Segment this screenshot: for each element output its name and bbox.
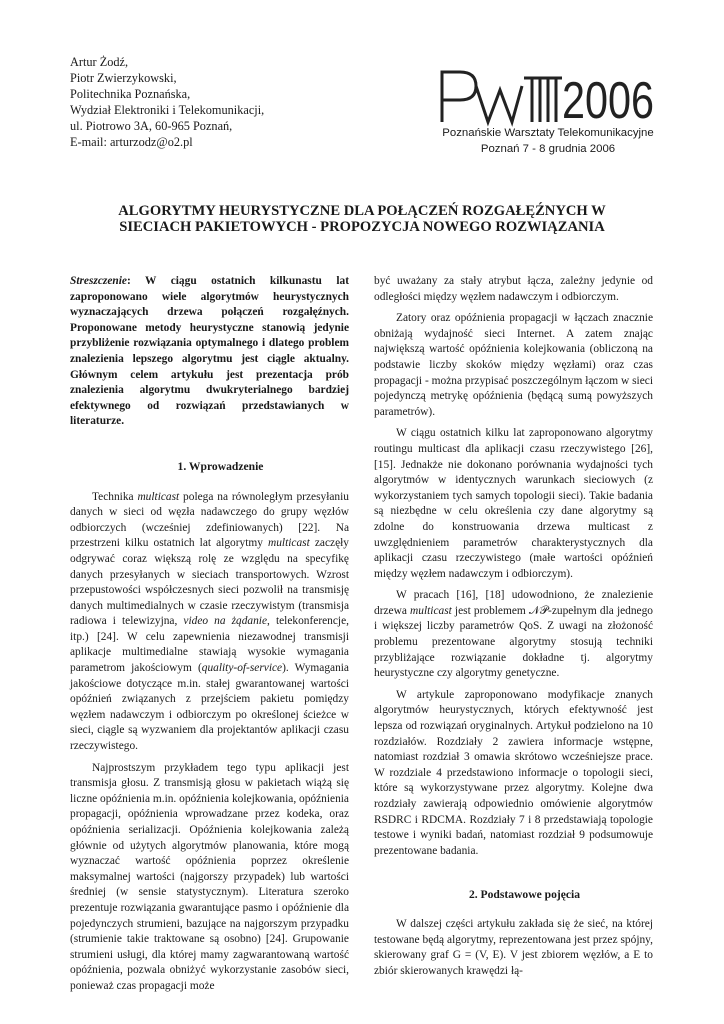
paragraph: być uważany za stały atrybut łącza, zależny jedynie od odległości między węzłem nadawczym i odbiorczym. [374,275,653,303]
author-line: Piotr Zwierzykowski, [70,71,177,85]
author-block [70,54,370,150]
section-heading-introduction: 1. Wprowadzenie [177,459,264,473]
paper-title [60,203,664,235]
conference-name: Poznańskie Warsztaty Telekomunikacyjne [442,127,654,139]
abstract-text: : W ciągu ostatnich kilkunastu lat zaproponowano wiele algorytmów heurystycznych wyznaczających drzewa połączeń rozgałęźnych. Proponowane metody heurystyczne stanowią jedynie przybliżenie rozwiązania optymalnego i dlatego problem znalezienia lepszego algorytmu jest ciągle aktualny. Głównym celem artykułu jest prezentacja prób znalezienia algorytmu dwukryterialnego bardziej efektywnego od rozwiązań przedstawianych w literaturze. [70,275,349,428]
author-line: Wydział Elektroniki i Telekomunikacji, [70,103,265,117]
author-line: Politechnika Poznańska, [70,87,191,101]
paragraph: Najprostszym przykładem tego typu aplikacji jest transmisja głosu. Z transmisją głosu w pakietach wiążą się liczne opóźnienia m.in. opóźnienia kolejkowania, opóźnienia propagacji, opóźnienia wprowadzane przez kodeka, oraz opóźnienia serializacji. Opóźnienia kolejkowania zależą głównie od użytych algorytmów planowania, które mogą wyznaczać wartość opóźnienia poprzez określenie maksymalnej wartości (najgorszy przypadek) lub wartości średniej (w sensie statystycznym). Literatura szeroko prezentuje rozwiązania gwarantujące pasmo i opóźnienie dla pojedynczych strumieni, bazujące na najgorszym przypadku (strumienie takie traktowane są osobno) [24]. Grupowanie strumieni usługi, dla której mamy zagwarantowaną wartość opóźnienia, pozwala obniżyć wykorzystanie zasobów sieci, ponieważ czas propagacji może [70,761,349,992]
abstract [70,274,349,430]
paragraph: W artykule zaproponowano modyfikacje znanych algorytmów heurystycznych, których efektywność jest lepsza od rozwiązań oryginalnych. Artykuł podzielono na 10 rozdziałów. Rozdziały 2 zawiera informacje wstępne, natomiast rozdział 3 omawia skrótowo wcześniejsze prace. W rozdziale 4 przedstawiono informacje o topologii sieci, które są wykorzystywane przez algorytmy. Kolejne dwa rozdziały zawierają odpowiednio omówienie algorytmów RSDRC i RDCMA. Rozdziały 7 i 8 przedstawiają topologie testowe i wyniki badań, natomiast rozdział 9 podsumowuje prezentowane badania. [374,688,653,857]
author-line: ul. Piotrowo 3A, 60-965 Poznań, [70,119,233,133]
paragraph: Zatory oraz opóźnienia propagacji w łączach znacznie obniżają wydajność sieci Internet. A zatem znając największą wartość opóźnienia kolejkowania (obliczoną na podstawie liczby skoków między węzłami) oraz czas propagacji - można przypisać poszczególnym łączom w sieci pojedynczą metrykę opóźnienia (będącą sumą powyższych parametrów). [374,312,653,418]
paragraph: Technika multicast polega na równoległym przesyłaniu danych w sieci od węzła nadawczego do grupy węzłów odbiorczych (wcześniej zdefiniowanych) [22]. Na przestrzeni kilku ostatnich lat algorytmy multicast zaczęły odgrywać coraz większą rolę ze względu na specyfikę danych przesyłanych w sieciach transportowych. Wzrost przepustowości współczesnych sieci pozwolił na transmisję danych multimedialnych w czasie rzeczywistym (transmisja radiowa i telewizyjna, video na żądanie, telekonferencje, itp.) [24]. W celu zapewnienia niezawodnej transmisji aplikacje multimedialne stawiają wysokie wymagania parametrom jakościowym (quality-of-service). Wymagania jakościowe dotyczące m.in. stałej gwarantowanej wartości opóźnień związanych z przejściem pakietu pomiędzy węzłem nadawczym i odbiorczym po określonej ścieżce w sieci, ciągle są wyzwaniem dla projektantów aplikacji czasu rzeczywistego. [70,490,349,753]
title-line: SIECIACH PAKIETOWYCH - PROPOZYCJA NOWEGO ROZWIĄZANIA [119,219,605,235]
conference-logo [438,64,658,164]
abstract-label: Streszczenie [70,275,127,287]
conference-date: Poznań 7 - 8 grudnia 2006 [480,143,616,155]
right-column [374,274,653,979]
paragraph: W pracach [16], [18] udowodniono, że znalezienie drzewa multicast jest problemem 𝒩𝒫-zupełnym dla jednego i większej liczby parametrów QoS. Z uwagi na złożoność problemu prezentowane algorytmy stosują techniki przybliżające rozwiązanie dokładne tj. algorytmy heurystyczne czy algorytmy genetyczne. [374,589,653,680]
left-column [70,274,349,995]
logo-year: 2006 [562,72,654,130]
pwt-logo-graphic [438,64,658,130]
paragraph: W dalszej części artykułu zakłada się że sieć, na której testowane będą algorytmy, reprezentowana jest przez spójny, skierowany graf G = (V, E). V jest zbiorem węzłów, a E to zbiór skierowanych krawędzi łą- [374,917,653,977]
paragraph: W ciągu ostatnich kilku lat zaproponowano algorytmy routingu multicast dla aplikacji czasu rzeczywistego [26], [15]. Jednakże nie dokonano porównania wydajności tych algorytmów w identycznych warunkach sieciowych (z wykorzystaniem tych samych topologii sieci). Takie badania są niezbędne w celu określenia czy dane algorytmy są zdolne do konstruowania drzewa multicast z uwzględnieniem parametrów charakterystycznych dla aplikacji czasu rzeczywistego (małe wartości opóźnień między węzłem nadawczym i odbiorczym). [374,427,653,580]
author-email: E-mail: arturzodz@o2.pl [70,135,193,149]
title-line: ALGORYTMY HEURYSTYCZNE DLA POŁĄCZEŃ ROZGAŁĘŹNYCH W [118,203,606,219]
author-line: Artur Żodź, [70,55,129,69]
section-heading-basics: 2. Podstawowe pojęcia [468,888,581,902]
